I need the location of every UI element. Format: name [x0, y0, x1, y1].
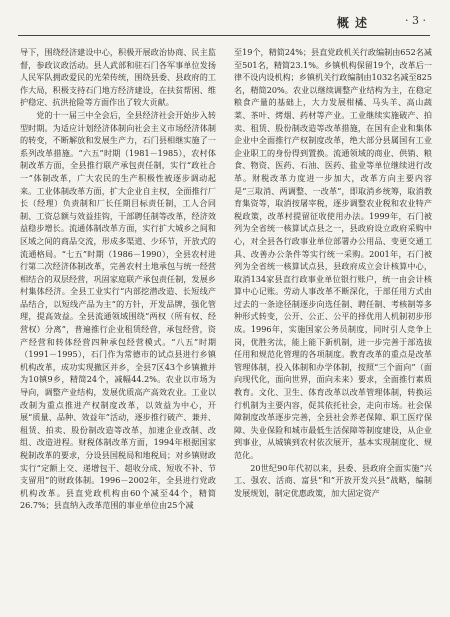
paragraph: 20世纪90年代初以来，县委、县政府全面实施“兴工、强农、活商、富县”和“开放开发兴县”战略，编制发展规划，制定优惠政策，加大固定资产	[234, 462, 432, 498]
page-number: · 3 ·	[405, 14, 426, 27]
paragraph: 导下，围绕经济建设中心，积极开展政治协商、民主监督，参政议政活动。县人武部和驻石门各军事单位发扬人民军队拥政爱民的光荣传统，围绕县委、县政府的工作大局，积极支持石门地方经济建设，在扶贫帮困、维护稳定、抗洪抢险等方面作出了较大贡献。	[20, 47, 216, 108]
running-header	[18, 8, 430, 34]
section-title: 概 述	[336, 16, 368, 30]
header-rule	[18, 35, 430, 36]
paragraph: 至19个，精简24%；县直党政机关行政编制由652名减至501名，精简23.1%。乡镇机构保留19个，改革后一律不设内设机构；乡镇机关行政编制由1032名减至825名，精简20%。农业以继续调整产业结构为主，在稳定粮食产量的基础上，大力发展柑橘、马头羊、高山蔬菜、茶叶、烤烟、药材等产业。工业继续实施破产、拍卖、租赁、股份制改造等改革措施，在国有企业和集体企业中全面推行产权制度改革，绝大部分县属国有工业企业职工的身份得到置换。流通领域的商业、供销、粮食、物资、医药、石油、医药、盐业等单位继续进行改革。财税改革力度进一步加大，改革方向主要内容是“三取消、两调整、一改革”，即取消乡统筹，取消教育集资等，取消按屠宰税，逐步调整农业税和农业特产税政策，改革村提留征收使用办法。1999年，石门被列为全省统一核算试点县之一，县政府设立政府采购中心，对全县各行政事业单位部署办公用品、变更交通工具、改善办公条件等实行统一采购。2001年，石门被列为全省统一核算试点县，县政府成立会计核算中心，取消134家县直行政事业单位银行账户，统一由会计核算中心记账。劳动人事改革不断深化，于部任用方式由过去的一条途径制逐步向选任制、聘任制、考核制等多种形式转变，公开、公正、公平的择优用人机制初步形成。1996年，实施国家公务员制度，同时引人竞争上岗，优胜劣汰，能上能下新机制，进一步完善于部选拔任用和规范化管理的各项制度。教育改革的重点是改革管理体制，投入体制和办学体制，按照“三个面向”（面向现代化，面向世界，面向未来）要求，全面推行素质教育。文化、卫生、体育改革以改革管理体制，转换运行机制为主要内容，促其依托社会，走向市场。社会保障制度改革逐步完善，全县社会养老保障、职工医疗保障、失业保险和城市最低生活保障等制度建设，从企业到事业，从城镇到农村依次展开，基本实现制度化、规范化。	[234, 47, 432, 460]
left-text-column	[20, 46, 216, 606]
paragraph: 党的十一届三中全会后，全县经济社会开始步入转型时期。为适应计划经济体制向社会主义市场经济体制的转变，不断解放和发展生产力，石门县相继实施了一系列改革措施。“六五”时期（1981－1985），农村体制改革方面，全县推行联产承包责任制，实行“政社合一”体制改革，广大农民的生产积极性被逐步调动起来。工业体制改革方面，扩大企业自主权，全面推行厂长（经理）负责制和厂长任期目标责任制，工人合同制、工资总额与效益挂钩，干部聘任制等改革，经济效益稳步增长。流通体制改革方面，实行扩大城乡之间和区域之间的商品交流，形成多渠道、少环节，开放式的流通格局。“七五”时期（1986－1990），全县农村进行第二次经济体制改革，完善农村土地承包与统一经营相结合的双层经营，巩固家庭联产承包责任制，发展乡村集体经济。全县工业实行“内部挖潜改造、长短线产品结合，以短线产品为主”的方针，开发品牌，强化管理，提高效益。全县流通领域围绕“两权（所有权、经营权）分离”，普遍推行企业租赁经营，承包经营，资产经营和转体经营四种承包经营模式。“八五”时期（1991－1995），石门作为常德市的试点县进行乡镇机构改革，成功实现撤区并乡，全县7区43个乡镇撤并为10镇9乡，精简24个，减幅44.2%。农业以市场为导向，调整产业结构，发展优质高产高效农业。工业以改制为重点推进产权制度改革，以效益为中心，开展“质量、品种、效益年”活动，逐步推行破产、兼并、租赁、拍卖、股份制改造等改革，加速企业改制、改组、改造进程。财税体制改革方面，1994年根据国家税制改革的要求，分设县国税局和地税局；对乡镇财政实行“定额上交、递增包干、超收分成、短收不补、节支留用”的财政体制。1996－2002年，全县进行党政机构改革。县直党政机构由60个减至44个，精简26.7%；县直纳入改革范围的事业单位由25个减	[20, 109, 216, 511]
right-text-column	[234, 46, 432, 606]
